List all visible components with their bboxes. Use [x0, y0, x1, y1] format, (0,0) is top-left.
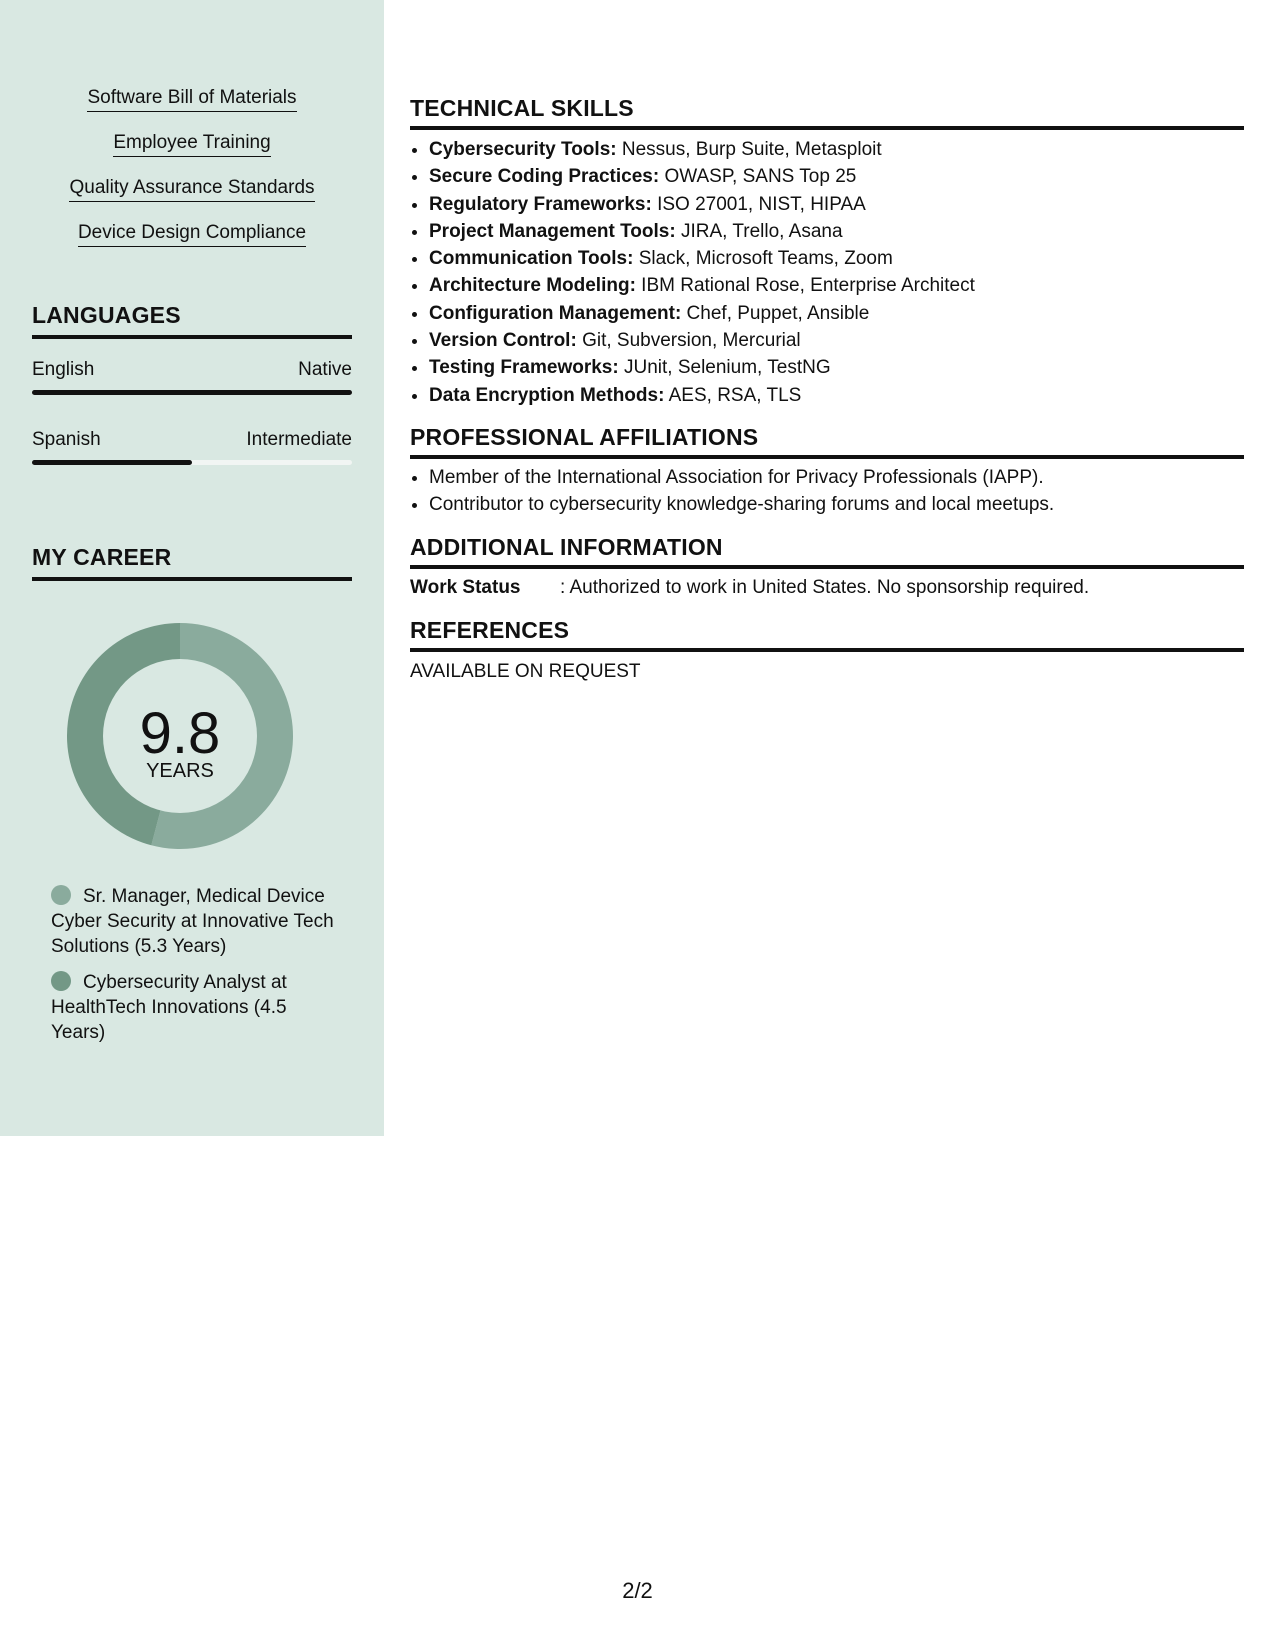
- list-item: • Version Control: Git, Subversion, Mercurial: [429, 327, 975, 354]
- skill-tag: Device Design Compliance: [78, 221, 306, 247]
- sidebar: [0, 0, 384, 1136]
- career-total-years: 9.8: [139, 701, 221, 766]
- affiliations-list: [410, 464, 1054, 519]
- list-item: • Architecture Modeling: IBM Rational Rose, Enterprise Architect: [429, 272, 975, 299]
- language-bar-fill: [32, 390, 352, 395]
- language-bar-english: [32, 390, 352, 395]
- list-item: • Contributor to cybersecurity knowledge-sharing forums and local meetups.: [429, 491, 1054, 518]
- career-donut-chart: [67, 623, 293, 849]
- list-item: • Communication Tools: Slack, Microsoft Teams, Zoom: [429, 245, 975, 272]
- language-bar-fill: [32, 460, 192, 465]
- list-item: • Member of the International Association for Privacy Professionals (IAPP).: [429, 464, 1054, 491]
- language-row-english: [32, 359, 352, 381]
- language-row-spanish: [32, 429, 352, 451]
- skill-tag: Software Bill of Materials: [87, 86, 296, 112]
- technical-skills-list: [410, 136, 975, 409]
- skill-tags: [0, 86, 384, 266]
- list-item: • Cybersecurity Tools: Nessus, Burp Suite, Metasploit: [429, 136, 975, 163]
- technical-skills-heading: TECHNICAL SKILLS: [410, 95, 1244, 130]
- list-item: • Data Encryption Methods: AES, RSA, TLS: [429, 382, 975, 409]
- list-item: • Regulatory Frameworks: ISO 27001, NIST, HIPAA: [429, 191, 975, 218]
- list-item: • Testing Frameworks: JUnit, Selenium, TestNG: [429, 354, 975, 381]
- language-name: English: [32, 359, 95, 380]
- career-heading: MY CAREER: [32, 544, 352, 581]
- legend-dot-icon: [51, 971, 71, 991]
- career-total-unit: YEARS: [146, 760, 214, 782]
- work-status-value: : Authorized to work in United States. No sponsorship required.: [560, 577, 1090, 598]
- additional-info-heading: ADDITIONAL INFORMATION: [410, 534, 1244, 569]
- references-heading: REFERENCES: [410, 617, 1244, 652]
- career-item: [51, 884, 341, 959]
- language-name: Spanish: [32, 429, 101, 450]
- page-number: 2/2: [622, 1578, 653, 1603]
- work-status: [410, 577, 1089, 599]
- references-text: AVAILABLE ON REQUEST: [410, 661, 641, 682]
- skill-tag: Quality Assurance Standards: [69, 176, 314, 202]
- skill-tag: Employee Training: [113, 131, 270, 157]
- list-item: • Secure Coding Practices: OWASP, SANS Top 25: [429, 163, 975, 190]
- language-level: Native: [298, 359, 352, 380]
- affiliations-heading: PROFESSIONAL AFFILIATIONS: [410, 424, 1244, 459]
- legend-dot-icon: [51, 885, 71, 905]
- work-status-label: Work Status: [410, 577, 521, 598]
- career-item: [51, 970, 341, 1045]
- career-item-text: Cybersecurity Analyst at HealthTech Innovations (4.5 Years): [51, 972, 287, 1043]
- list-item: • Project Management Tools: JIRA, Trello, Asana: [429, 218, 975, 245]
- language-bar-spanish: [32, 460, 352, 465]
- career-item-text: Sr. Manager, Medical Device Cyber Security at Innovative Tech Solutions (5.3 Years): [51, 886, 334, 957]
- languages-heading: LANGUAGES: [32, 302, 352, 339]
- list-item: • Configuration Management: Chef, Puppet, Ansible: [429, 300, 975, 327]
- language-level: Intermediate: [246, 429, 352, 450]
